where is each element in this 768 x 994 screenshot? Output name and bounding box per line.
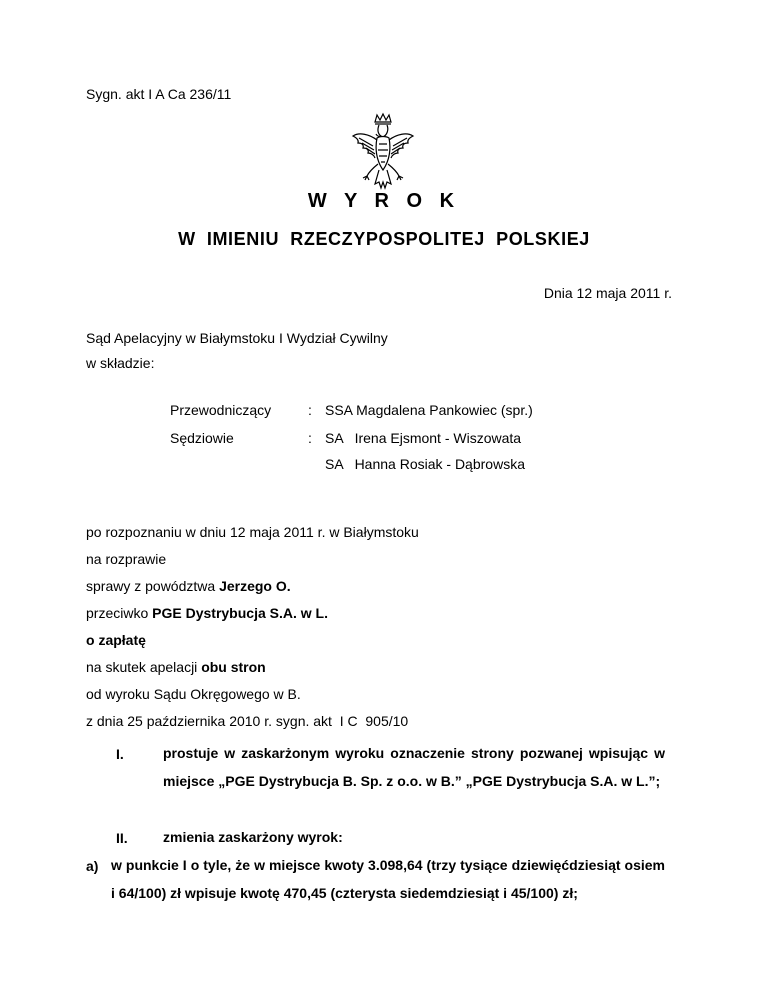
plaintiff-prefix: sprawy z powództwa bbox=[86, 578, 220, 594]
judgment-title: W Y R O K bbox=[307, 190, 461, 212]
panel-colon: : bbox=[308, 402, 312, 418]
defendant-name: PGE Dystrybucja S.A. w L. bbox=[152, 605, 328, 621]
judgment-date: Dnia 12 maja 2011 r. bbox=[543, 285, 672, 301]
panel-role-chair: Przewodniczący bbox=[170, 402, 272, 418]
plaintiff-line bbox=[86, 578, 291, 594]
judgment-subtitle: W IMIENIU RZECZYPOSPOLITEJ POLSKIEJ bbox=[178, 229, 590, 249]
defendant-prefix: przeciwko bbox=[86, 605, 153, 621]
appeal-prefix: na skutek apelacji bbox=[86, 659, 202, 675]
plaintiff-name: Jerzego O. bbox=[219, 578, 291, 594]
panel-name-judge-2: SA Hanna Rosiak - Dąbrowska bbox=[325, 456, 525, 472]
defendant-line bbox=[86, 605, 328, 621]
panel-colon: : bbox=[308, 430, 312, 446]
polish-eagle-emblem-icon bbox=[349, 112, 417, 196]
ruling-subitem-a: w punkcie I o tyle, że w miejsce kwoty 3.098,64 (trzy tysiące dziewięćdziesiąt osiem i 64/100) zł wpisuje kwotę 470,45 (czterysta siedemdziesiąt i 45/100) zł; bbox=[111, 857, 665, 901]
lower-court-line: od wyroku Sądu Okręgowego w B. bbox=[86, 686, 301, 702]
panel-name-chair: SSA Magdalena Pankowiec (spr.) bbox=[325, 402, 533, 418]
hearing-type: na rozprawie bbox=[86, 551, 167, 567]
ruling-number-ii: II. bbox=[116, 830, 128, 846]
ruling-item-ii: zmienia zaskarżony wyrok: bbox=[163, 829, 343, 845]
panel-name-judge-1: SA Irena Ejsmont - Wiszowata bbox=[325, 430, 522, 446]
hearing-line: po rozpoznaniu w dniu 12 maja 2011 r. w Białymstoku bbox=[86, 524, 419, 540]
claim-subject: o zapłatę bbox=[86, 632, 146, 648]
ruling-number-i: I. bbox=[116, 746, 124, 762]
case-signature: Sygn. akt I A Ca 236/11 bbox=[86, 86, 232, 102]
court-name: Sąd Apelacyjny w Białymstoku I Wydział Cywilny bbox=[86, 330, 388, 346]
ruling-subitem-a-letter: a) bbox=[86, 858, 99, 874]
panel-role-judges: Sędziowie bbox=[170, 430, 234, 446]
appeal-line bbox=[86, 659, 266, 675]
lower-court-date-line: z dnia 25 października 2010 r. sygn. akt I C 905/10 bbox=[86, 713, 409, 729]
court-composition-label: w składzie: bbox=[86, 355, 155, 371]
ruling-item-i: prostuje w zaskarżonym wyroku oznaczenie strony pozwanej wpisując w miejsce „PGE Dystrybucja B. Sp. z o.o. w B.” „PGE Dystrybucja S.A. w L.”; bbox=[163, 745, 665, 789]
appeal-parties: obu stron bbox=[201, 659, 266, 675]
